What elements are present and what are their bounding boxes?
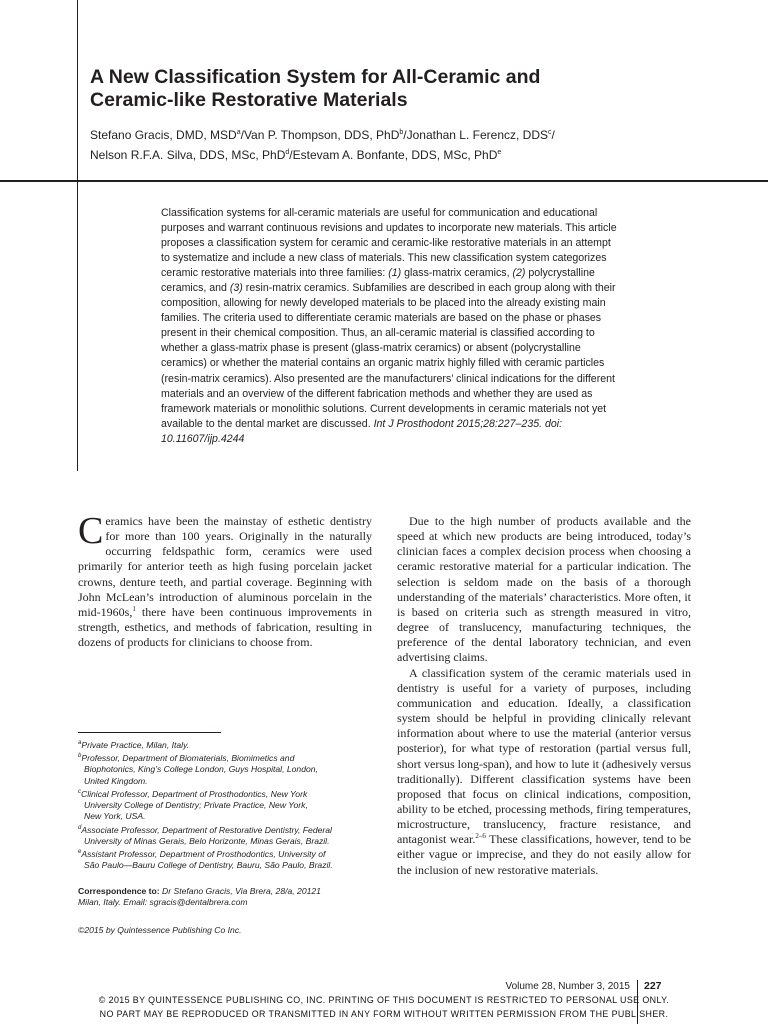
- author-5: /Estevam A. Bonfante, DDS, MSc, PhD: [289, 148, 498, 162]
- correspondence-address: Dr Stefano Gracis, Via Brera, 28/a, 20121: [159, 886, 321, 896]
- footnote-a: [78, 738, 378, 751]
- footnote-line: Assistant Professor, Department of Prosthodontics, University of: [81, 848, 326, 859]
- title-line-1: A New Classification System for All-Ceramic and: [90, 66, 541, 88]
- footnote-c: [78, 787, 378, 823]
- header-divider: [0, 180, 768, 182]
- footnote-line: Professor, Department of Biomaterials, Biomimetics and: [81, 753, 295, 764]
- article-title: [90, 66, 650, 112]
- author-5-affil: e: [497, 149, 502, 156]
- left-margin-rule-top: [77, 0, 78, 183]
- footnote-marker: c: [78, 788, 81, 795]
- correspondence: [78, 886, 378, 909]
- body-column-right: [397, 514, 691, 878]
- abstract-family-1: glass-matrix ceramics,: [401, 267, 513, 280]
- footnote-b: [78, 751, 378, 787]
- author-4-affil: d: [285, 149, 290, 156]
- author-3: /Jonathan L. Ferencz, DDS: [403, 128, 549, 142]
- footnote-rule: [78, 732, 221, 733]
- reference-2-6: 2–6: [475, 832, 486, 841]
- author-4: Nelson R.F.A. Silva, DDS, MSc, PhD: [90, 148, 286, 162]
- intro-paragraph: [78, 510, 372, 650]
- paragraph-2-tail: These classifications, however, tend to be either vague or imprecise, and they do not easily allow for the inclusion of new restorative materials.: [397, 832, 691, 877]
- footnote-line: New York, USA.: [84, 811, 146, 822]
- footnote-line: University College of Dentistry; Private Practice, New York,: [84, 800, 308, 811]
- author-1: Stefano Gracis, DMD, MSD: [90, 128, 237, 142]
- abstract: [161, 206, 621, 447]
- volume-info: Volume 28, Number 3, 2015: [505, 981, 630, 992]
- abstract-num-1: (1): [388, 267, 402, 280]
- abstract-text: Classification systems for all-ceramic materials are useful for communication and educational purposes and warrant continuous revisions and updates to incorporate new materials. This article proposes a classification system for ceramic and ceramic-like restorative materials in an attempt to systematize and include a new class of materials. This new classification system categorizes ceramic restorative materials into three families:: [161, 207, 617, 280]
- abstract-family-3: resin-matrix ceramics. Subfamilies are described in each group along with their composition, allowing for newly developed materials to be placed into the already existing main families. The criteria used to differentiate ceramic materials are based on the phase or phases present in their chemical composition. Thus, an all-ceramic material is classified according to whether a glass-matrix phase is present (glass-matrix ceramics) or absent (polycrystalline ceramics) or whether the material contains an organic matrix highly filled with ceramic particles (resin-matrix ceramics). Also presented are the manufacturers’ clinical indications for the different materials and an overview of the different fabrication methods and whether they are used as framework materials or monolithic solutions. Current developments in ceramic materials not yet available to the dental market are discussed.: [161, 282, 616, 430]
- drop-cap: C: [78, 510, 104, 552]
- footnote-marker: b: [78, 753, 82, 760]
- author-3-affil: c: [548, 129, 552, 136]
- copyright-line: ©2015 by Quintessence Publishing Co Inc.: [78, 925, 242, 935]
- correspondence-label: Correspondence to:: [78, 886, 160, 896]
- footnote-line: Clinical Professor, Department of Prosthodontics, New York: [81, 788, 308, 799]
- footnote-marker: a: [78, 740, 82, 746]
- footnote-line: Biophotonics, King’s College London, Guys Hospital, London,: [84, 764, 318, 775]
- abstract-citation: Int J Prosthodont 2015;28:227–235. doi: 10.11607/ijp.4244: [161, 417, 563, 445]
- paragraph-1: Due to the high number of products available and the speed at which new products are being introduced, today’s clinician faces a complex decision process when choosing a ceramic restorative material for a particular indication. The selection is seldom made on the basis of a thorough understanding of the materials’ characteristics. More often, it is based on criteria such as strength measured in vitro, degree of translucency, manufacturing techniques, the preference of the dental laboratory technician, and even advertising claims.: [397, 514, 691, 665]
- paragraph-2: [397, 666, 691, 878]
- abstract-num-3: (3): [229, 282, 243, 295]
- footnote-e: [78, 847, 378, 871]
- title-line-2: Ceramic-like Restorative Materials: [90, 89, 408, 111]
- correspondence-email: Milan, Italy. Email: sgracis@dentalbrera.com: [78, 897, 248, 908]
- paragraph-2-text: A classification system of the ceramic materials used in dentistry is useful for a variety of purposes, including communication and education. Ideally, a classification system should be helpful in providing clinically relevant information about where to use the material (anterior versus posterior), for what type of restoration (partial versus full, short versus long-span), and how to lute it (adhesively versus traditionally). Different classification systems have been proposed that focus on clinical indications, composition, ability to be etched, processing methods, firing temperatures, microstructure, translucency, fracture resistance, and antagonist wear.: [397, 665, 691, 847]
- copyright-notice-line-1: © 2015 BY QUINTESSENCE PUBLISHING CO, INC. PRINTING OF THIS DOCUMENT IS RESTRICTED TO PERSONAL USE ONLY.: [98, 995, 670, 1005]
- author-1-affil: a: [236, 129, 241, 136]
- affiliation-footnotes: [78, 738, 378, 872]
- copyright-notice-line-2: NO PART MAY BE REPRODUCED OR TRANSMITTED IN ANY FORM WITHOUT WRITTEN PERMISSION FROM THE PUBLISHER.: [99, 1009, 669, 1019]
- body-column-left: [78, 510, 372, 650]
- intro-text: eramics have been the mainstay of esthetic dentistry for more than 100 years. Originally in the naturally occurring feldspathic form, ceramics were used primarily for anterior teeth as high fusing porcelain jacket crowns, denture teeth, and partial coverage. Beginning with John McLean’s introduction of aluminous porcelain in the mid-1960s,: [78, 514, 372, 619]
- footnote-line: Private Practice, Milan, Italy.: [81, 739, 190, 750]
- reference-1: 1: [132, 604, 136, 613]
- abstract-num-2: (2): [512, 267, 526, 280]
- abstract-family-2: polycrystalline ceramics, and: [161, 267, 595, 295]
- intro-text-tail: there have been continuous improvements in strength, esthetics, and methods of fabrication, resulting in dozens of products for clinicians to choose from.: [78, 604, 372, 650]
- author-list: [90, 124, 650, 164]
- page-number: 227: [644, 980, 662, 992]
- footnote-marker: e: [78, 849, 82, 856]
- footnote-marker: d: [78, 824, 82, 831]
- left-margin-rule-abstract: [77, 183, 78, 471]
- author-separator: /: [551, 128, 555, 142]
- footnote-line: São Paulo—Bauru College of Dentistry, Bauru, São Paulo, Brazil.: [84, 860, 333, 871]
- author-2-affil: b: [399, 129, 404, 136]
- footnote-d: [78, 823, 378, 847]
- footnote-line: Associate Professor, Department of Restorative Dentistry, Federal: [81, 824, 332, 835]
- footnote-line: United Kingdom.: [84, 775, 148, 786]
- footnote-line: University of Minas Gerais, Belo Horizonte, Minas Gerais, Brazil.: [84, 835, 330, 846]
- author-2: /Van P. Thompson, DDS, PhD: [240, 128, 400, 142]
